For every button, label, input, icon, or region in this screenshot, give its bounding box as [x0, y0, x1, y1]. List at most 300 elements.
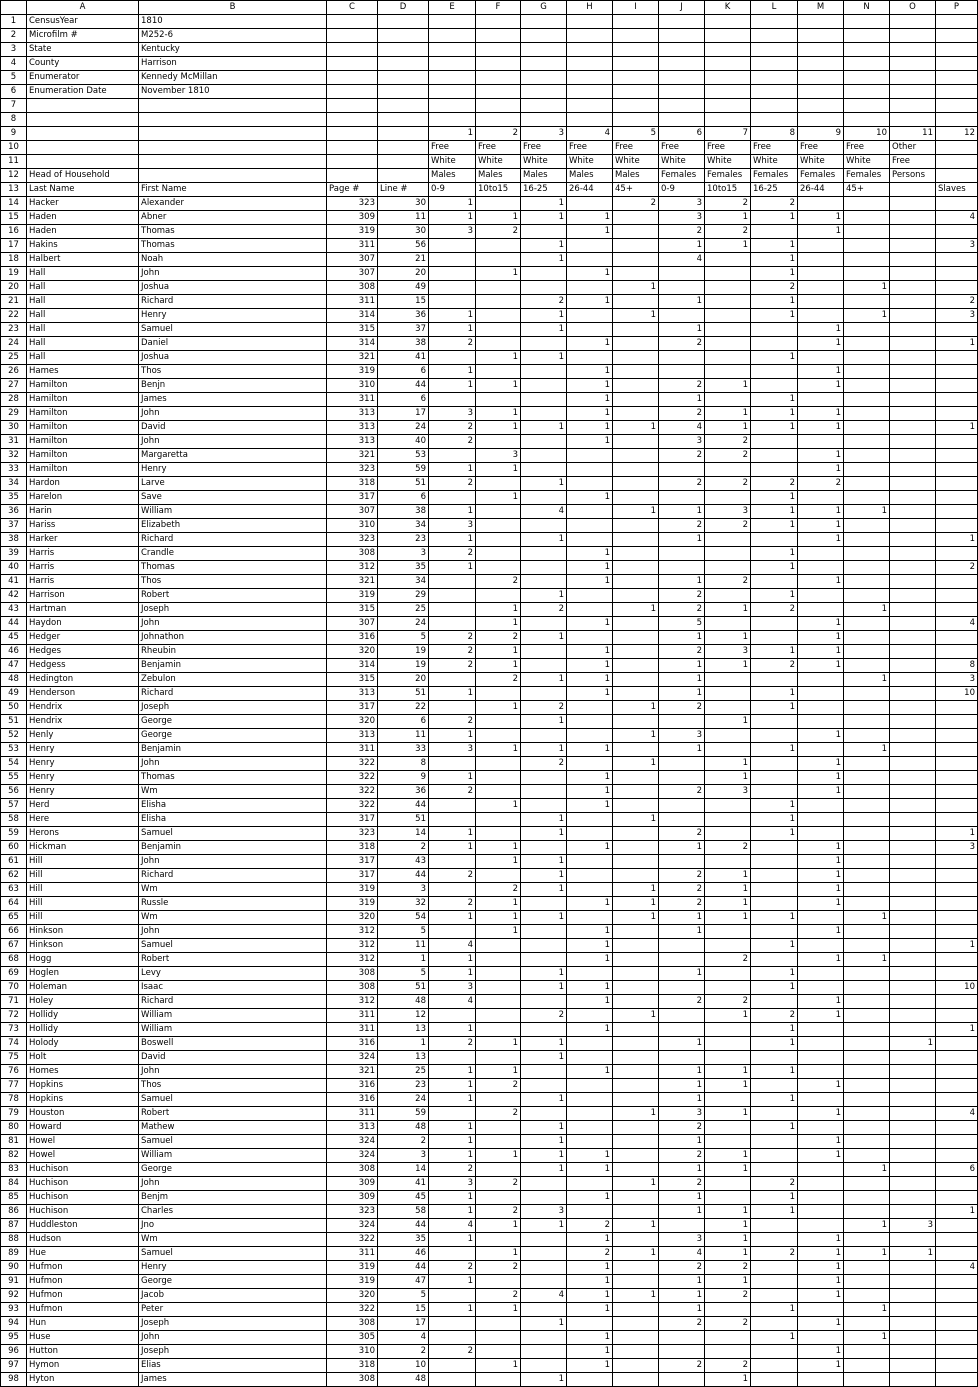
cell[interactable]: Haden	[27, 225, 139, 239]
cell[interactable]	[378, 15, 429, 29]
cell[interactable]: 15	[378, 295, 429, 309]
cell[interactable]	[751, 673, 798, 687]
cell[interactable]	[936, 71, 978, 85]
cell[interactable]	[613, 1233, 659, 1247]
cell[interactable]: 1	[613, 897, 659, 911]
row-number[interactable]: 49	[1, 687, 27, 701]
cell[interactable]: Females	[844, 169, 890, 183]
cell[interactable]: 1	[751, 967, 798, 981]
cell[interactable]: 322	[327, 785, 378, 799]
cell[interactable]: 1	[521, 239, 567, 253]
cell[interactable]	[613, 1079, 659, 1093]
cell[interactable]: 1	[567, 421, 613, 435]
cell[interactable]: 1	[521, 1317, 567, 1331]
cell[interactable]	[613, 1065, 659, 1079]
cell[interactable]: 307	[327, 253, 378, 267]
cell[interactable]	[890, 71, 936, 85]
cell[interactable]	[521, 953, 567, 967]
cell[interactable]: Benjn	[139, 379, 327, 393]
cell[interactable]	[476, 995, 521, 1009]
cell[interactable]: Wm	[139, 785, 327, 799]
cell[interactable]	[429, 351, 476, 365]
cell[interactable]: 1	[936, 533, 978, 547]
cell[interactable]	[890, 1359, 936, 1373]
cell[interactable]	[429, 617, 476, 631]
cell[interactable]: Richard	[139, 869, 327, 883]
row-number[interactable]: 81	[1, 1135, 27, 1149]
cell[interactable]: County	[27, 57, 139, 71]
row-number[interactable]: 70	[1, 981, 27, 995]
cell[interactable]	[378, 43, 429, 57]
cell[interactable]	[659, 1009, 705, 1023]
cell[interactable]: 1	[798, 463, 844, 477]
cell[interactable]	[798, 547, 844, 561]
cell[interactable]	[751, 897, 798, 911]
cell[interactable]: 34	[378, 519, 429, 533]
cell[interactable]	[844, 57, 890, 71]
cell[interactable]	[139, 113, 327, 127]
cell[interactable]	[659, 43, 705, 57]
cell[interactable]: 1	[659, 575, 705, 589]
cell[interactable]: Hamilton	[27, 435, 139, 449]
cell[interactable]: 4	[936, 1261, 978, 1275]
cell[interactable]: 1	[521, 715, 567, 729]
cell[interactable]	[521, 1107, 567, 1121]
cell[interactable]	[798, 351, 844, 365]
cell[interactable]	[890, 995, 936, 1009]
cell[interactable]	[844, 841, 890, 855]
cell[interactable]: 2	[659, 1261, 705, 1275]
cell[interactable]	[890, 757, 936, 771]
cell[interactable]: 2	[659, 1317, 705, 1331]
cell[interactable]: Hedington	[27, 673, 139, 687]
cell[interactable]	[936, 1233, 978, 1247]
cell[interactable]: Harris	[27, 575, 139, 589]
cell[interactable]	[844, 393, 890, 407]
cell[interactable]	[429, 799, 476, 813]
cell[interactable]	[521, 1331, 567, 1345]
cell[interactable]	[429, 1373, 476, 1387]
cell[interactable]: Free	[659, 141, 705, 155]
cell[interactable]: 2	[476, 631, 521, 645]
cell[interactable]	[327, 141, 378, 155]
cell[interactable]: 1	[705, 211, 751, 225]
cell[interactable]: 4	[659, 1247, 705, 1261]
cell[interactable]: 1	[751, 295, 798, 309]
row-number[interactable]: 51	[1, 715, 27, 729]
cell[interactable]: 1	[659, 393, 705, 407]
cell[interactable]	[429, 1051, 476, 1065]
cell[interactable]: 1	[798, 225, 844, 239]
cell[interactable]	[705, 253, 751, 267]
cell[interactable]	[521, 435, 567, 449]
cell[interactable]	[429, 813, 476, 827]
cell[interactable]	[890, 1065, 936, 1079]
cell[interactable]: 1	[844, 603, 890, 617]
cell[interactable]: 1	[751, 1191, 798, 1205]
cell[interactable]	[844, 1037, 890, 1051]
cell[interactable]: 320	[327, 911, 378, 925]
cell[interactable]	[751, 729, 798, 743]
cell[interactable]: 3	[378, 1149, 429, 1163]
cell[interactable]	[844, 547, 890, 561]
cell[interactable]	[378, 29, 429, 43]
cell[interactable]: Females	[798, 169, 844, 183]
cell[interactable]	[751, 995, 798, 1009]
cell[interactable]: Here	[27, 813, 139, 827]
cell[interactable]: 10to15	[705, 183, 751, 197]
cell[interactable]: Hufmon	[27, 1275, 139, 1289]
cell[interactable]	[567, 29, 613, 43]
cell[interactable]: 4	[659, 253, 705, 267]
cell[interactable]: Enumeration Date	[27, 85, 139, 99]
cell[interactable]: 1	[429, 533, 476, 547]
cell[interactable]: Daniel	[139, 337, 327, 351]
cell[interactable]: Peter	[139, 1303, 327, 1317]
cell[interactable]	[613, 1023, 659, 1037]
cell[interactable]: 16-25	[521, 183, 567, 197]
cell[interactable]	[798, 113, 844, 127]
cell[interactable]: 1	[844, 1331, 890, 1345]
cell[interactable]: 324	[327, 1149, 378, 1163]
cell[interactable]: 1	[429, 561, 476, 575]
row-number[interactable]: 31	[1, 435, 27, 449]
cell[interactable]: 1	[890, 1037, 936, 1051]
cell[interactable]	[936, 477, 978, 491]
row-number[interactable]: 39	[1, 547, 27, 561]
cell[interactable]: 2	[705, 1261, 751, 1275]
cell[interactable]: Free	[798, 141, 844, 155]
cell[interactable]: 2	[521, 757, 567, 771]
cell[interactable]	[521, 519, 567, 533]
cell[interactable]: 1	[521, 1093, 567, 1107]
cell[interactable]: Samuel	[139, 1247, 327, 1261]
cell[interactable]	[521, 1303, 567, 1317]
cell[interactable]	[378, 113, 429, 127]
cell[interactable]: 1	[659, 841, 705, 855]
cell[interactable]: Hill	[27, 869, 139, 883]
cell[interactable]	[798, 295, 844, 309]
cell[interactable]	[613, 617, 659, 631]
cell[interactable]	[844, 1233, 890, 1247]
cell[interactable]	[890, 785, 936, 799]
cell[interactable]	[936, 1009, 978, 1023]
row-number[interactable]: 53	[1, 743, 27, 757]
cell[interactable]	[659, 953, 705, 967]
cell[interactable]	[613, 981, 659, 995]
cell[interactable]	[521, 449, 567, 463]
row-number[interactable]: 40	[1, 561, 27, 575]
row-number[interactable]: 91	[1, 1275, 27, 1289]
row-number[interactable]: 10	[1, 141, 27, 155]
cell[interactable]: 2	[476, 673, 521, 687]
cell[interactable]: 1	[429, 1233, 476, 1247]
cell[interactable]	[751, 1079, 798, 1093]
cell[interactable]	[844, 939, 890, 953]
cell[interactable]: 45	[378, 1191, 429, 1205]
cell[interactable]: 1	[798, 505, 844, 519]
cell[interactable]	[890, 1009, 936, 1023]
cell[interactable]: 1	[659, 673, 705, 687]
cell[interactable]	[936, 799, 978, 813]
cell[interactable]: Microfilm #	[27, 29, 139, 43]
cell[interactable]: Richard	[139, 995, 327, 1009]
cell[interactable]	[890, 1051, 936, 1065]
cell[interactable]: 1	[798, 897, 844, 911]
cell[interactable]	[844, 701, 890, 715]
cell[interactable]: 1	[798, 995, 844, 1009]
cell[interactable]: Harker	[27, 533, 139, 547]
row-number[interactable]: 23	[1, 323, 27, 337]
cell[interactable]	[936, 771, 978, 785]
cell[interactable]: 1	[844, 1219, 890, 1233]
cell[interactable]: White	[798, 155, 844, 169]
cell[interactable]: Last Name	[27, 183, 139, 197]
cell[interactable]	[476, 239, 521, 253]
cell[interactable]	[567, 1093, 613, 1107]
cell[interactable]	[705, 1345, 751, 1359]
cell[interactable]	[429, 99, 476, 113]
cell[interactable]	[751, 771, 798, 785]
cell[interactable]: Johnathon	[139, 631, 327, 645]
cell[interactable]	[613, 253, 659, 267]
cell[interactable]: 46	[378, 1247, 429, 1261]
cell[interactable]	[705, 939, 751, 953]
cell[interactable]	[798, 589, 844, 603]
cell[interactable]	[613, 659, 659, 673]
row-number[interactable]: 27	[1, 379, 27, 393]
cell[interactable]	[798, 1331, 844, 1345]
cell[interactable]	[751, 113, 798, 127]
cell[interactable]: 311	[327, 1023, 378, 1037]
cell[interactable]: 1	[521, 855, 567, 869]
cell[interactable]	[567, 701, 613, 715]
cell[interactable]	[429, 855, 476, 869]
cell[interactable]	[659, 281, 705, 295]
cell[interactable]: 324	[327, 1219, 378, 1233]
cell[interactable]	[798, 561, 844, 575]
cell[interactable]	[476, 869, 521, 883]
cell[interactable]	[567, 239, 613, 253]
cell[interactable]: 1	[751, 1093, 798, 1107]
row-number[interactable]: 25	[1, 351, 27, 365]
cell[interactable]	[798, 239, 844, 253]
cell[interactable]: 322	[327, 1303, 378, 1317]
cell[interactable]: 1	[521, 197, 567, 211]
cell[interactable]: 1	[659, 239, 705, 253]
cell[interactable]	[659, 491, 705, 505]
cell[interactable]: 1	[751, 1065, 798, 1079]
cell[interactable]	[890, 645, 936, 659]
cell[interactable]: 1	[429, 771, 476, 785]
cell[interactable]: 1	[613, 911, 659, 925]
cell[interactable]	[705, 589, 751, 603]
cell[interactable]: Other	[890, 141, 936, 155]
cell[interactable]: Hyton	[27, 1373, 139, 1387]
cell[interactable]	[476, 71, 521, 85]
cell[interactable]	[567, 57, 613, 71]
cell[interactable]	[476, 323, 521, 337]
cell[interactable]: 1	[567, 365, 613, 379]
cell[interactable]: 1	[521, 1121, 567, 1135]
cell[interactable]: 8	[751, 127, 798, 141]
cell[interactable]: 1	[567, 673, 613, 687]
cell[interactable]: Henly	[27, 729, 139, 743]
row-number[interactable]: 83	[1, 1163, 27, 1177]
cell[interactable]	[890, 477, 936, 491]
cell[interactable]: 1	[659, 323, 705, 337]
cell[interactable]	[476, 967, 521, 981]
cell[interactable]	[705, 1191, 751, 1205]
cell[interactable]: 12	[936, 127, 978, 141]
cell[interactable]: 2	[705, 575, 751, 589]
cell[interactable]: 1	[798, 337, 844, 351]
cell[interactable]: Wm	[139, 911, 327, 925]
column-header[interactable]: H	[567, 1, 613, 15]
cell[interactable]: 314	[327, 309, 378, 323]
cell[interactable]	[890, 1163, 936, 1177]
cell[interactable]	[521, 1345, 567, 1359]
cell[interactable]: 1	[521, 253, 567, 267]
cell[interactable]: 2	[751, 1177, 798, 1191]
cell[interactable]: 1	[429, 323, 476, 337]
cell[interactable]: 1	[798, 925, 844, 939]
cell[interactable]	[890, 379, 936, 393]
cell[interactable]: Hendrix	[27, 701, 139, 715]
cell[interactable]	[844, 1023, 890, 1037]
cell[interactable]: 2	[567, 1219, 613, 1233]
cell[interactable]: 1	[844, 309, 890, 323]
cell[interactable]: 1	[613, 281, 659, 295]
cell[interactable]	[521, 99, 567, 113]
cell[interactable]	[613, 211, 659, 225]
cell[interactable]	[890, 1373, 936, 1387]
cell[interactable]: 26-44	[798, 183, 844, 197]
cell[interactable]	[890, 1275, 936, 1289]
cell[interactable]	[844, 967, 890, 981]
cell[interactable]	[890, 1191, 936, 1205]
cell[interactable]: 4	[429, 1219, 476, 1233]
cell[interactable]	[844, 925, 890, 939]
cell[interactable]: 1	[521, 477, 567, 491]
cell[interactable]	[705, 1303, 751, 1317]
cell[interactable]	[476, 1093, 521, 1107]
cell[interactable]	[751, 631, 798, 645]
cell[interactable]: Harin	[27, 505, 139, 519]
cell[interactable]	[844, 449, 890, 463]
cell[interactable]: 1	[476, 603, 521, 617]
cell[interactable]	[798, 715, 844, 729]
cell[interactable]: 4	[521, 505, 567, 519]
cell[interactable]: 1	[613, 813, 659, 827]
cell[interactable]	[844, 1051, 890, 1065]
cell[interactable]	[751, 1149, 798, 1163]
cell[interactable]: 1	[567, 659, 613, 673]
row-number[interactable]: 44	[1, 617, 27, 631]
cell[interactable]	[476, 1121, 521, 1135]
cell[interactable]: 313	[327, 687, 378, 701]
cell[interactable]: 1	[613, 1289, 659, 1303]
row-number[interactable]: 67	[1, 939, 27, 953]
cell[interactable]	[844, 617, 890, 631]
cell[interactable]	[936, 715, 978, 729]
cell[interactable]	[890, 575, 936, 589]
cell[interactable]: 1	[751, 1303, 798, 1317]
cell[interactable]	[659, 771, 705, 785]
cell[interactable]	[705, 15, 751, 29]
cell[interactable]	[659, 981, 705, 995]
cell[interactable]	[936, 365, 978, 379]
cell[interactable]	[798, 57, 844, 71]
cell[interactable]	[890, 365, 936, 379]
cell[interactable]: 1	[476, 645, 521, 659]
cell[interactable]	[844, 239, 890, 253]
cell[interactable]: 51	[378, 477, 429, 491]
row-number[interactable]: 95	[1, 1331, 27, 1345]
cell[interactable]	[936, 1359, 978, 1373]
cell[interactable]	[567, 1177, 613, 1191]
cell[interactable]: 1	[798, 365, 844, 379]
cell[interactable]	[613, 743, 659, 757]
cell[interactable]: 1	[613, 1219, 659, 1233]
cell[interactable]	[844, 533, 890, 547]
cell[interactable]	[798, 15, 844, 29]
cell[interactable]	[798, 939, 844, 953]
cell[interactable]: 1	[476, 659, 521, 673]
cell[interactable]	[613, 575, 659, 589]
cell[interactable]: 44	[378, 799, 429, 813]
cell[interactable]	[659, 813, 705, 827]
cell[interactable]: 1	[705, 659, 751, 673]
column-header[interactable]: O	[890, 1, 936, 15]
cell[interactable]	[705, 925, 751, 939]
cell[interactable]: 1	[659, 505, 705, 519]
cell[interactable]	[429, 113, 476, 127]
cell[interactable]	[890, 1135, 936, 1149]
cell[interactable]	[936, 1149, 978, 1163]
cell[interactable]: 1	[844, 673, 890, 687]
cell[interactable]: Free	[705, 141, 751, 155]
cell[interactable]: Haden	[27, 211, 139, 225]
cell[interactable]	[751, 1373, 798, 1387]
cell[interactable]	[613, 1163, 659, 1177]
cell[interactable]: Hall	[27, 309, 139, 323]
cell[interactable]: 2	[705, 449, 751, 463]
cell[interactable]: 1	[659, 659, 705, 673]
cell[interactable]	[798, 813, 844, 827]
cell[interactable]: 1	[476, 1149, 521, 1163]
cell[interactable]: 1	[751, 421, 798, 435]
cell[interactable]: Thomas	[139, 225, 327, 239]
cell[interactable]: 32	[378, 897, 429, 911]
cell[interactable]: George	[139, 1275, 327, 1289]
cell[interactable]	[890, 407, 936, 421]
cell[interactable]: Crandle	[139, 547, 327, 561]
cell[interactable]	[27, 99, 139, 113]
cell[interactable]: James	[139, 1373, 327, 1387]
cell[interactable]	[705, 617, 751, 631]
cell[interactable]	[936, 379, 978, 393]
cell[interactable]	[936, 729, 978, 743]
cell[interactable]: Males	[429, 169, 476, 183]
cell[interactable]	[613, 1135, 659, 1149]
cell[interactable]	[936, 757, 978, 771]
cell[interactable]: Kennedy McMillan	[139, 71, 327, 85]
cell[interactable]: Females	[659, 169, 705, 183]
cell[interactable]	[567, 1317, 613, 1331]
cell[interactable]: 1	[521, 1219, 567, 1233]
cell[interactable]: 1	[521, 589, 567, 603]
